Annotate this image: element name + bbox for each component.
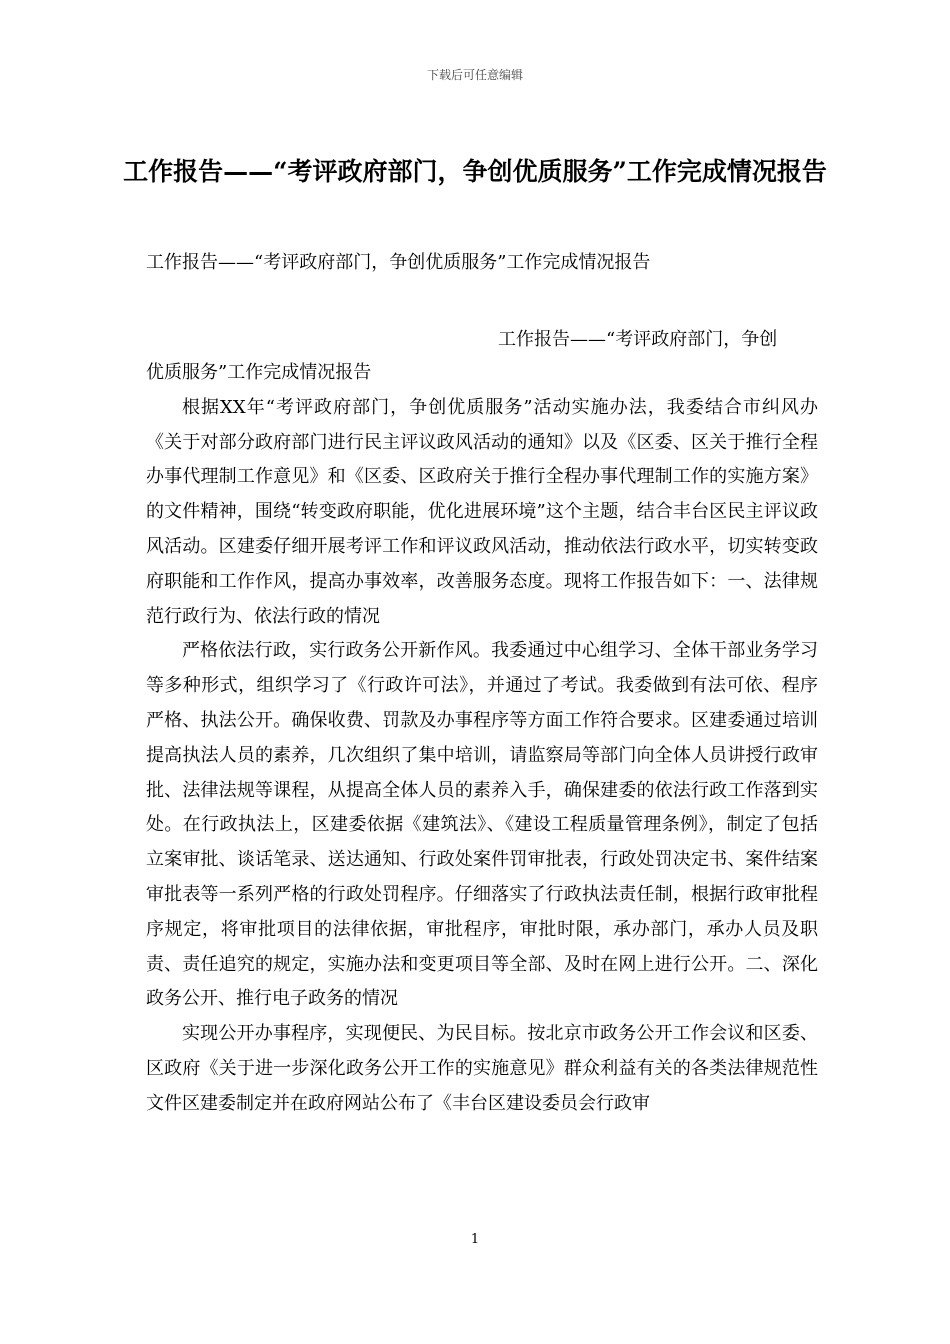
document-subtitle: 工作报告——“考评政府部门，争创优质服务”工作完成情况报告 <box>146 252 651 273</box>
right-aligned-title: 工作报告——“考评政府部门，争创 <box>498 329 778 350</box>
paragraph-intro: 根据XX年“考评政府部门，争创优质服务”活动实施办法，我委结合市纠风办《关于对部分政府部门进行民主评议政风活动的通知》以及《区委、区关于推行全程办事代理制工作意见》和《区委、区政府关于推行全程办事代理制工作的实施方案》的文件精神，围绕“转变政府职能，优化进展环境”这个主题，结合丰台区民主评议政风活动。区建委仔细开展考评工作和评议政风活动，推动依法行政水平，切实转变政府职能和工作作风，提高办事效率，改善服务态度。现将工作报告如下：一、法律规范行政行为、依法行政的情况 <box>146 396 818 627</box>
document-title: 工作报告——“考评政府部门，争创优质服务”工作完成情况报告 <box>123 157 827 186</box>
document-body <box>146 356 818 1122</box>
paragraph-section-one: 严格依法行政，实行政务公开新作风。我委通过中心组学习、全体干部业务学习等多种形式，组织学习了《行政许可法》，并通过了考试。我委做到有法可依、程序严格、执法公开。确保收费、罚款及办事程序等方面工作符合要求。区建委通过培训提高执法人员的素养，几次组织了集中培训，请监察局等部门向全体人员讲授行政审批、法律法规等课程，从提高全体人员的素养入手，确保建委的依法行政工作落到实处。在行政执法上，区建委依据《建筑法》、《建设工程质量管理条例》，制定了包括立案审批、谈话笔录、送达通知、行政处案件罚审批表，行政处罚决定书、案件结案审批表等一系列严格的行政处罚程序。仔细落实了行政执法责任制，根据行政审批程序规定，将审批项目的法律依据，审批程序，审批时限，承办部门，承办人员及职责、责任追究的规定，实施办法和变更项目等全部、及时在网上进行公开。二、深化政务公开、推行电子政务的情况 <box>146 640 818 1010</box>
paragraph-title-continuation: 优质服务”工作完成情况报告 <box>146 362 372 383</box>
paragraph-section-two: 实现公开办事程序，实现便民、为民目标。按北京市政务公开工作会议和区委、区政府《关于进一步深化政务公开工作的实施意见》群众利益有关的各类法律规范性文件区建委制定并在政府网站公布了《丰台区建设委员会行政审 <box>146 1023 818 1114</box>
header-note: 下载后可任意编辑 <box>426 68 523 82</box>
page-number: 1 <box>470 1232 480 1247</box>
